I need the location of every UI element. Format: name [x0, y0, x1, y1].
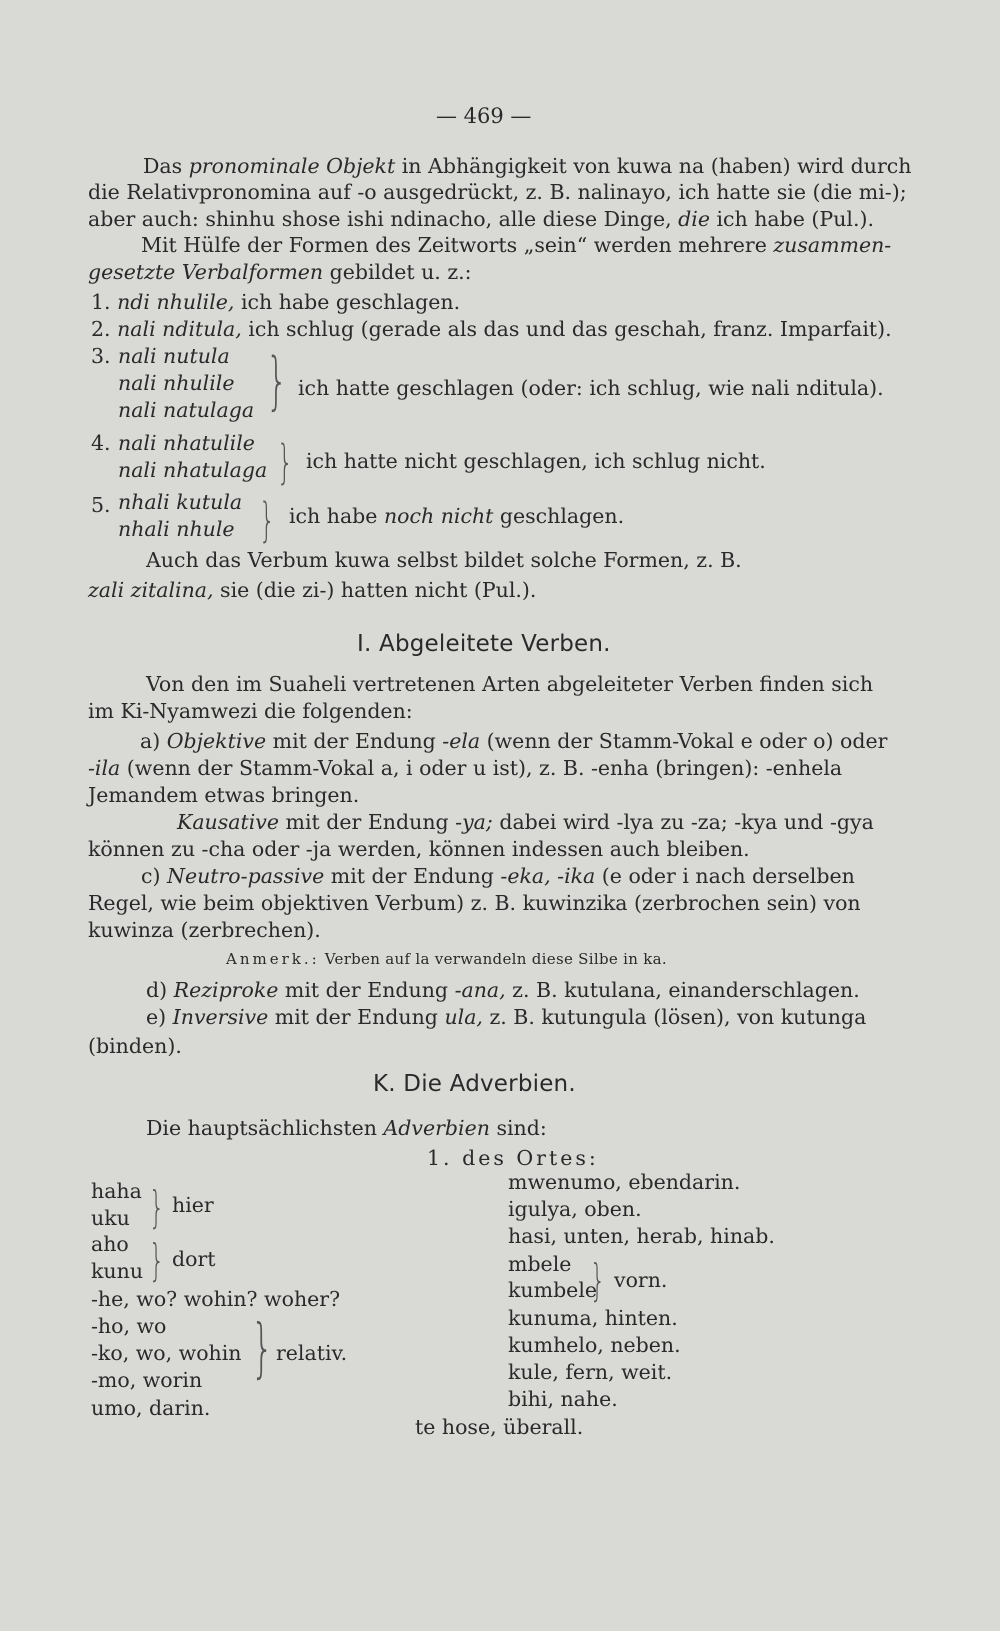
- form-1: 1. ndi nhulile, ich habe geschlagen.: [91, 290, 461, 314]
- section-i-intro-1: Von den im Suaheli vertretenen Arten abgeleiteter Verben finden sich: [146, 672, 874, 696]
- p1-line-2: die Relativpronomina auf -o ausgedrückt, z. B. nalinayo, ich hatte sie (die mi-);: [88, 180, 907, 204]
- brace-icon: }: [266, 344, 288, 417]
- section-i-intro-2: im Ki-Nyamwezi die folgenden:: [88, 699, 413, 723]
- item-b-line-2: können zu -cha oder -ja werden, können indessen auch bleiben.: [88, 837, 750, 861]
- adverb-right-item: kule, fern, weit.: [508, 1360, 673, 1384]
- adverb-right-item: kumhelo, neben.: [508, 1333, 681, 1357]
- adverb-item: haha: [91, 1179, 142, 1203]
- annotation: Anmerk.: Verben auf la verwandeln diese Silbe in ka.: [226, 950, 667, 968]
- adverb-right-item: hasi, unten, herab, hinab.: [508, 1224, 775, 1248]
- brace-icon: }: [590, 1255, 606, 1306]
- page-number: — 469 —: [436, 104, 532, 128]
- form-3-item: nali natulaga: [118, 398, 255, 422]
- form-5-item: nhali kutula: [118, 490, 243, 514]
- adverb-item: kunu: [91, 1259, 144, 1283]
- form-3-number: 3.: [91, 344, 111, 368]
- adverb-meaning-dort: dort: [172, 1247, 216, 1271]
- form-3-meaning: ich hatte geschlagen (oder: ich schlug, wie nali nditula).: [298, 376, 884, 400]
- section-heading-k: K. Die Adverbien.: [373, 1071, 576, 1097]
- adverb-question: -he, wo? wohin? woher?: [91, 1287, 341, 1311]
- item-c-line-3: kuwinza (zerbrechen).: [88, 918, 321, 942]
- adverb-right-item: igulya, oben.: [508, 1197, 642, 1221]
- brace-icon: }: [149, 1182, 165, 1233]
- item-c-line-1: c) Neutro-passive mit der Endung -eka, -ika (e oder i nach derselben: [141, 864, 855, 888]
- adverb-item: -ho, wo: [91, 1314, 167, 1338]
- form-3-item: nali nhulile: [118, 371, 235, 395]
- item-d: d) Reziproke mit der Endung -ana, z. B. kutulana, einanderschlagen.: [146, 978, 860, 1002]
- item-e-line-1: e) Inversive mit der Endung ula, z. B. kutungula (lösen), von kutunga: [146, 1005, 867, 1029]
- form-4-item: nali nhatulile: [118, 431, 255, 455]
- brace-icon: }: [149, 1235, 165, 1286]
- item-e-line-2: (binden).: [88, 1034, 182, 1058]
- adverb-meaning-relativ: relativ.: [276, 1341, 348, 1365]
- adverb-item: -mo, worin: [91, 1368, 203, 1392]
- form-4-meaning: ich hatte nicht geschlagen, ich schlug nicht.: [306, 449, 766, 473]
- brace-icon: }: [277, 435, 294, 489]
- form-5-number: 5.: [91, 493, 111, 517]
- p2-line-2: zali zitalina, sie (die zi-) hatten nicht (Pul.).: [88, 578, 537, 602]
- adverb-meaning-hier: hier: [172, 1193, 214, 1217]
- adverb-item: uku: [91, 1206, 130, 1230]
- section-k-intro: Die hauptsächlichsten Adverbien sind:: [146, 1116, 547, 1140]
- p2-line-1: Auch das Verbum kuwa selbst bildet solche Formen, z. B.: [146, 548, 742, 572]
- adverb-right-item: bihi, nahe.: [508, 1387, 618, 1411]
- p1-line-1: Das pronominale Objekt in Abhängigkeit von kuwa na (haben) wird durch: [143, 154, 912, 178]
- form-5-meaning: ich habe noch nicht geschlagen.: [289, 504, 625, 528]
- brace-icon: }: [259, 493, 276, 547]
- item-b-line-1: Kausative mit der Endung -ya; dabei wird -lya zu -za; -kya und -gya: [177, 810, 874, 834]
- item-a-line-2: -ila (wenn der Stamm-Vokal a, i oder u ist), z. B. -enha (bringen): -enhela: [88, 756, 843, 780]
- adverb-meaning-vorn: vorn.: [614, 1268, 668, 1292]
- form-5-item: nhali nhule: [118, 517, 235, 541]
- adverb-umo: umo, darin.: [91, 1396, 211, 1420]
- adverb-right-item: mwenumo, ebendarin.: [508, 1170, 741, 1194]
- p1-line-3: aber auch: shinhu shose ishi ndinacho, alle diese Dinge, die ich habe (Pul.).: [88, 207, 875, 231]
- adverb-item: -ko, wo, wohin: [91, 1341, 242, 1365]
- form-2: 2. nali nditula, ich schlug (gerade als das und das geschah, franz. Imparfait).: [91, 317, 892, 341]
- form-3-item: nali nutula: [118, 344, 230, 368]
- p1-line-5: gesetzte Verbalformen gebildet u. z.:: [88, 260, 472, 284]
- adverb-right-item: mbele: [508, 1252, 572, 1276]
- item-c-line-2: Regel, wie beim objektiven Verbum) z. B. kuwinzika (zerbrochen sein) von: [88, 891, 861, 915]
- item-a-line-1: a) Objektive mit der Endung -ela (wenn der Stamm-Vokal e oder o) oder: [140, 729, 888, 753]
- p1-line-4: Mit Hülfe der Formen des Zeitworts „sein“ werden mehrere zusammen-: [141, 233, 892, 257]
- adverb-item: aho: [91, 1232, 129, 1256]
- adverb-right-item: kunuma, hinten.: [508, 1306, 678, 1330]
- form-4-item: nali nhatulaga: [118, 458, 268, 482]
- adverb-right-item: kumbele: [508, 1278, 598, 1302]
- section-k-subheading: 1. des Ortes:: [427, 1146, 599, 1170]
- form-4-number: 4.: [91, 431, 111, 455]
- brace-icon: }: [251, 1312, 274, 1386]
- item-a-line-3: Jemandem etwas bringen.: [88, 783, 360, 807]
- section-heading-i: I. Abgeleitete Verben.: [357, 631, 611, 657]
- adverb-last: te hose, überall.: [415, 1415, 584, 1439]
